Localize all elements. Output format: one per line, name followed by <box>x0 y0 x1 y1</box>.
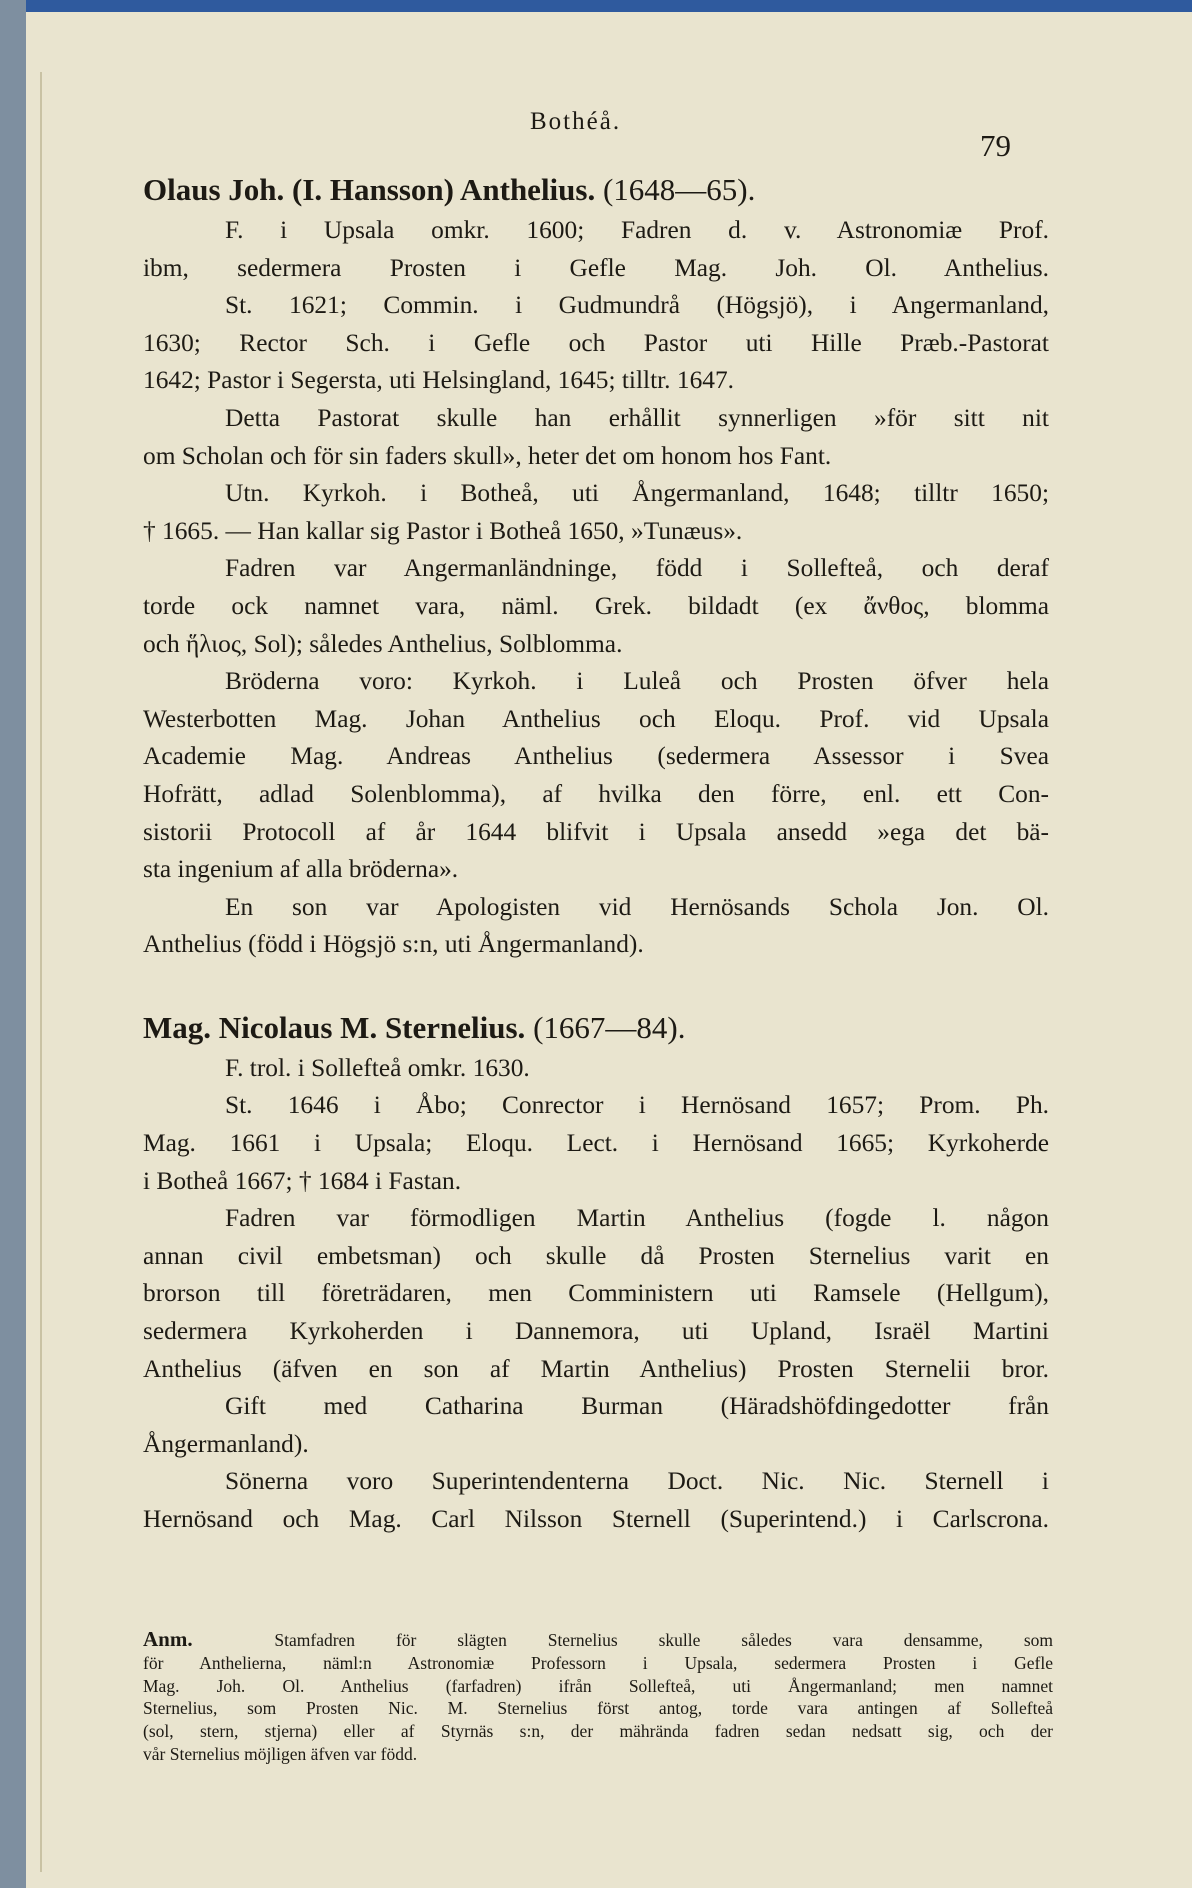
text-line: sistorii Protocoll af år 1644 blifvit i Upsala ansedd »ega det bä- <box>143 817 1049 846</box>
text-line: Sönerna voro Superintendenterna Doct. Nic. Nic. Sternell i <box>225 1467 1049 1496</box>
entry1-text <box>143 212 1049 964</box>
text-line: Bröderna voro: Kyrkoh. i Luleå och Prosten öfver hela <box>225 667 1049 696</box>
entry2-text <box>143 1050 1049 1539</box>
footnote <box>143 1628 1053 1766</box>
text-line: annan civil embetsman) och skulle då Prosten Sternelius varit en <box>143 1241 1049 1270</box>
entry2-name: Mag. Nicolaus M. Sternelius. <box>143 1009 526 1045</box>
text-line: Gift med Catharina Burman (Häradshöfdingedotter från <box>225 1392 1049 1421</box>
top-scan-border <box>0 0 1192 12</box>
footnote-line: vår Sternelius möjligen äfven var född. <box>143 1743 418 1764</box>
text-line: 1630; Rector Sch. i Gefle och Pastor uti Hille Præb.-Pastorat <box>143 328 1049 357</box>
left-scan-border <box>0 0 26 1888</box>
text-line: En son var Apologisten vid Hernösands Schola Jon. Ol. <box>225 892 1049 921</box>
footnote-line: Stamfadren för slägten Sternelius skulle således vara densamme, som <box>274 1630 1054 1650</box>
text-line: Fadren var Angermanländninge, född i Sollefteå, och deraf <box>225 554 1049 583</box>
text-line: St. 1621; Commin. i Gudmundrå (Högsjö), i Angermanland, <box>225 291 1049 320</box>
entry2-dates: (1667—84). <box>533 1009 686 1045</box>
text-line: Anthelius (äfven en son af Martin Anthelius) Prosten Sternelii bror. <box>143 1354 1049 1383</box>
text-line: torde ock namnet vara, näml. Grek. bildadt (ex ἄνθος, blomma <box>143 591 1049 620</box>
section-spacer <box>143 964 1049 1006</box>
text-line: 1642; Pastor i Segersta, uti Helsingland, 1645; tilltr. 1647. <box>143 366 735 395</box>
running-head: Bothéå. <box>530 108 622 135</box>
text-line: F. trol. i Sollefteå omkr. 1630. <box>225 1053 530 1082</box>
text-line: Mag. 1661 i Upsala; Eloqu. Lect. i Hernösand 1665; Kyrkoherde <box>143 1129 1049 1158</box>
entry1-heading <box>143 168 1049 212</box>
text-line: Utn. Kyrkoh. i Botheå, uti Ångermanland, 1648; tilltr 1650; <box>225 479 1049 508</box>
text-line: St. 1646 i Åbo; Conrector i Hernösand 1657; Prom. Ph. <box>225 1091 1049 1120</box>
text-line: i Botheå 1667; † 1684 i Fastan. <box>143 1166 462 1195</box>
footnote-label: Anm. <box>143 1627 193 1651</box>
text-line: brorson till företrädaren, men Comministern uti Ramsele (Hellgum), <box>143 1279 1049 1308</box>
text-line: sta ingenium af alla bröderna». <box>143 855 459 884</box>
text-line: Ångermanland). <box>143 1429 309 1458</box>
text-line: Detta Pastorat skulle han erhållit synnerligen »för sitt nit <box>225 403 1049 432</box>
footnote-line: (sol, stern, stjerna) eller af Styrnäs s:n, der mährända fadren sedan nedsatt sig, och der <box>143 1721 1053 1742</box>
footnote-first-line <box>143 1628 1053 1652</box>
entry2-heading <box>143 1006 1049 1050</box>
text-line: Academie Mag. Andreas Anthelius (sedermera Assessor i Svea <box>143 742 1049 771</box>
text-line: Westerbotten Mag. Johan Anthelius och Eloqu. Prof. vid Upsala <box>143 704 1049 733</box>
footnote-line: Mag. Joh. Ol. Anthelius (farfadren) ifrån Sollefteå, uti Ångermanland; men namnet <box>143 1675 1053 1696</box>
page-body <box>143 168 1049 1539</box>
footnote-line: Sternelius, som Prosten Nic. M. Sternelius först antog, torde vara antingen af Sollefteå <box>143 1698 1053 1719</box>
entry1-dates: (1648—65). <box>602 172 756 207</box>
text-line: Anthelius (född i Högsjö s:n, uti Ångermanland). <box>143 930 644 959</box>
page-gutter-line <box>40 72 42 1872</box>
text-line: Hernösand och Mag. Carl Nilsson Sternell (Superintend.) i Carlscrona. <box>143 1505 1049 1533</box>
text-line: och ἥλιος, Sol); således Anthelius, Solblomma. <box>143 629 623 658</box>
text-line: † 1665. — Han kallar sig Pastor i Botheå 1650, »Tunæus». <box>143 516 743 545</box>
text-line: F. i Upsala omkr. 1600; Fadren d. v. Astronomiæ Prof. <box>225 216 1049 244</box>
text-line: ibm, sedermera Prosten i Gefle Mag. Joh. Ol. Anthelius. <box>143 253 1049 282</box>
text-line: sedermera Kyrkoherden i Dannemora, uti Upland, Israël Martini <box>143 1317 1049 1346</box>
text-line: Hofrätt, adlad Solenblomma), af hvilka den förre, enl. ett Con- <box>143 779 1049 808</box>
footnote-line: för Anthelierna, näml:n Astronomiæ Professorn i Upsala, sedermera Prosten i Gefle <box>143 1652 1053 1673</box>
text-line: om Scholan och för sin faders skull», heter det om honom hos Fant. <box>143 441 832 470</box>
page-number: 79 <box>980 128 1011 163</box>
entry1-name: Olaus Joh. (I. Hansson) Anthelius. <box>143 172 596 207</box>
text-line: Fadren var förmodligen Martin Anthelius (fogde l. någon <box>225 1204 1049 1233</box>
